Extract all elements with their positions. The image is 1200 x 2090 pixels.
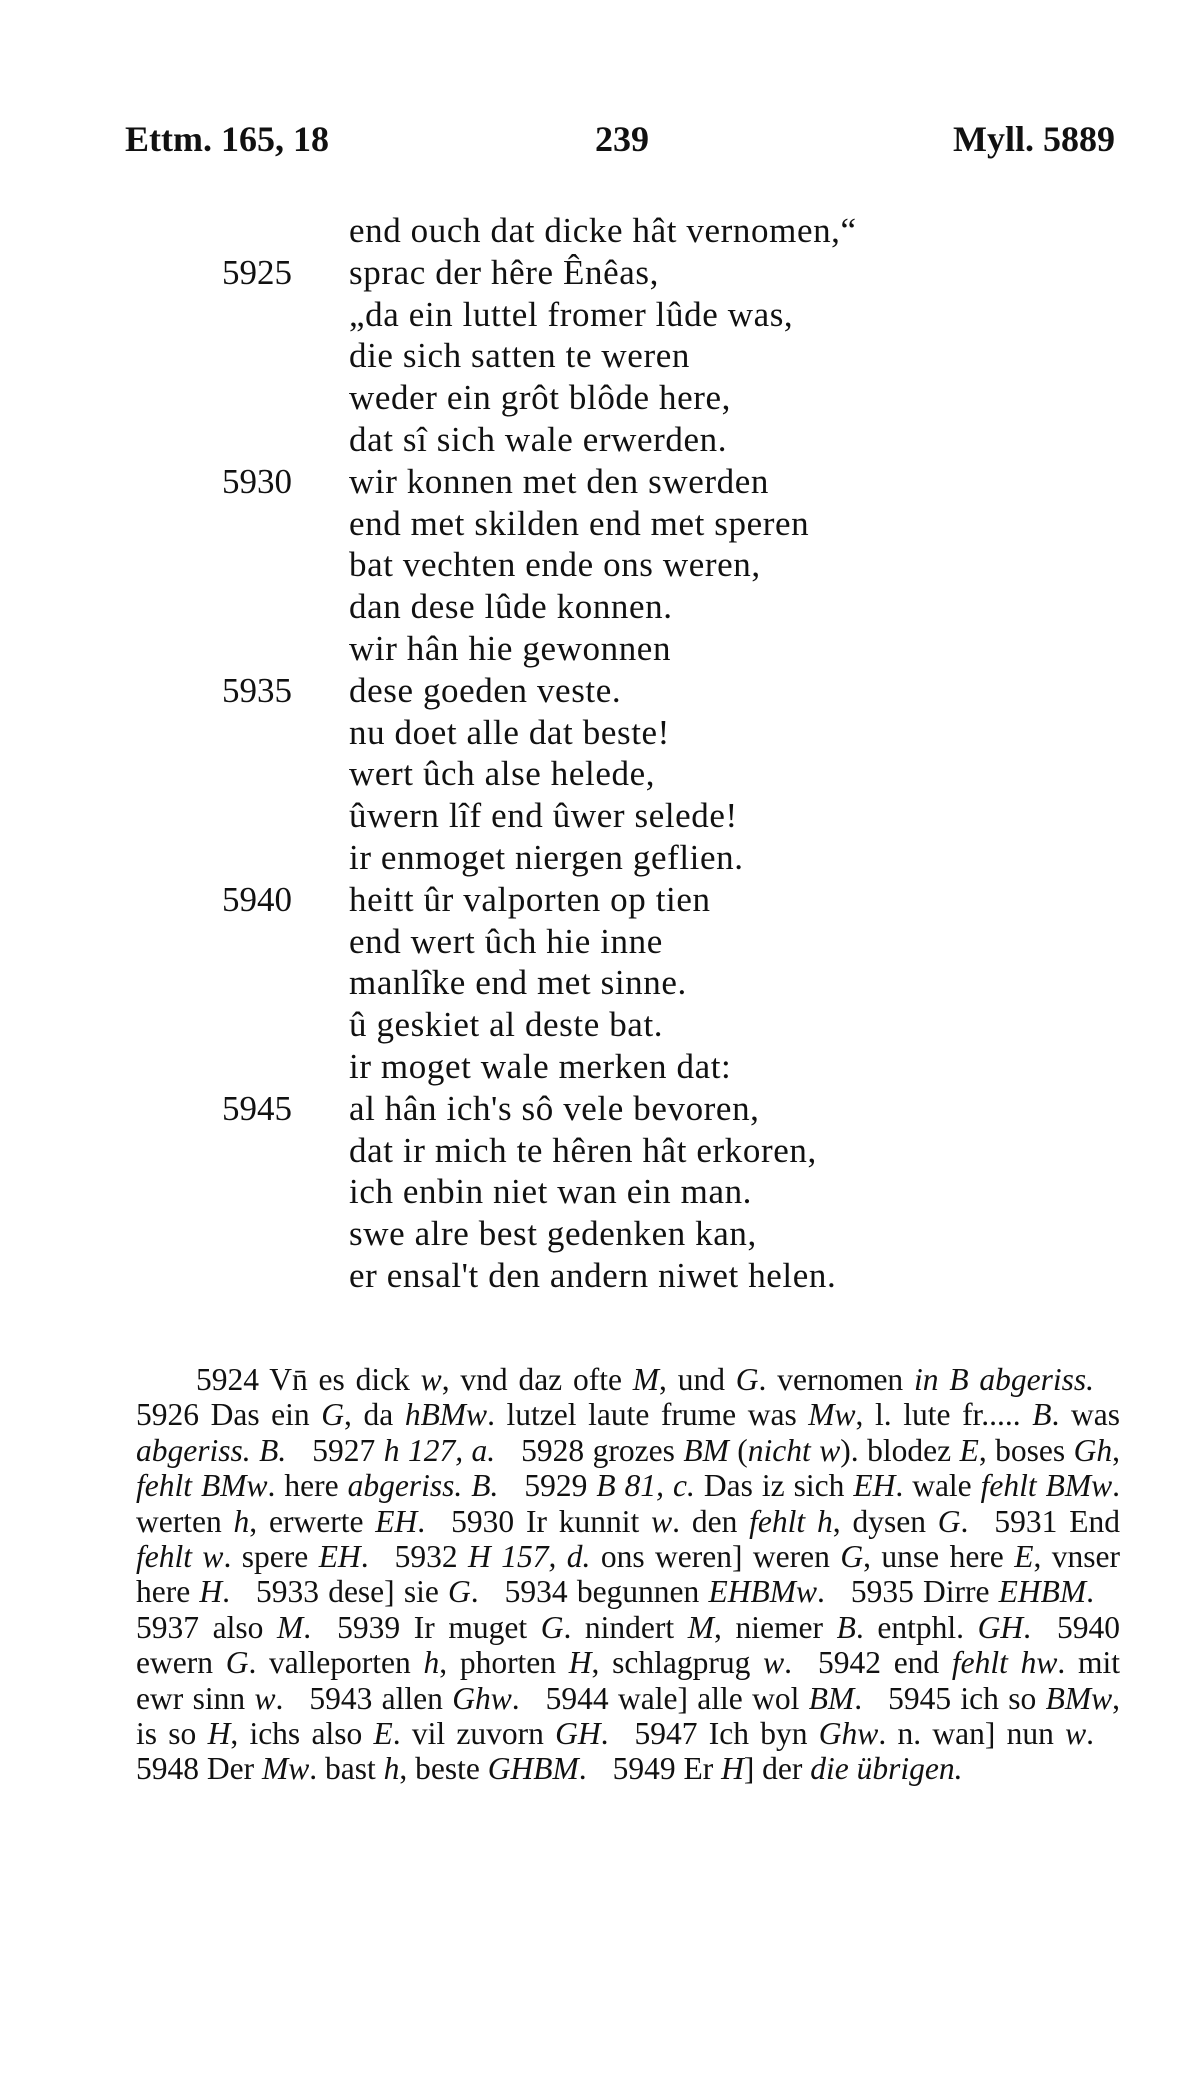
verse-line-text: end met skilden end met speren [349,503,810,543]
verse-line-text: û geskiet al deste bat. [349,1005,664,1045]
verse-line-text: heitt ûr valporten op tien [349,879,711,919]
verse-line [0,795,1200,837]
page-number: 239 [595,119,649,159]
note-5932: 5932 H 157, d. ons weren] weren G, unse here E, vnser here H. [136,1539,1121,1610]
running-header [125,118,1115,164]
verse-text [0,210,1200,1297]
verse-line-text: sprac der hêre Ênêas, [349,252,659,292]
verse-line-text: die sich satten te weren [349,336,690,376]
verse-line-text: er ensal't den andern niwet helen. [349,1255,837,1295]
verse-line [0,753,1200,795]
note-5933: 5933 dese] sie G. [256,1574,479,1610]
note-5937: 5937 also M. [136,1609,312,1645]
verse-line [0,294,1200,336]
note-5944: 5944 wale] alle wol BM. [545,1680,863,1716]
verse-line-text: manlîke end met sinne. [349,963,687,1003]
header-left-reference: Ettm. 165, 18 [125,119,329,159]
verse-line [0,377,1200,419]
verse-line-text: wert ûch alse helede, [349,754,656,794]
note-5940: 5940 ewern G. valleporten h, phorten H, schlagprug w. [136,1609,1120,1681]
verse-line-text: dat ir mich te hêren hât erkoren, [349,1130,817,1170]
verse-line [0,837,1200,879]
verse-line [0,1088,1200,1130]
line-number: 5930 [222,461,292,501]
note-5943: 5943 allen Ghw. [309,1680,520,1716]
verse-line-text: swe alre best gedenken kan, [349,1214,757,1254]
verse-line-text: bat vechten ende ons weren, [349,545,761,585]
line-number: 5935 [222,670,292,710]
verse-line-text: ich enbin niet wan ein man. [349,1172,753,1212]
verse-line [0,1130,1200,1172]
note-5949: 5949 Er H] der die übrigen. [612,1751,963,1787]
verse-line [0,628,1200,670]
note-5929: 5929 B 81, c. Das iz sich EH. wale fehlt BMw. werten h, erwerte EH. [136,1468,1121,1539]
verse-line-text: wir konnen met den swerden [349,461,769,501]
note-5930: 5930 Ir kunnit w. den fehlt h, dysen G. [451,1503,969,1539]
header-right-reference: Myll. 5889 [953,119,1115,159]
note-5935: 5935 Dirre EHBM. [850,1574,1095,1610]
verse-line [0,1255,1200,1297]
verse-line-text: wir hân hie gewonnen [349,628,672,668]
verse-line-text: end wert ûch hie inne [349,921,663,961]
note-5926: 5926 Das ein G, da hBMw. lutzel laute frume was Mw, l. lute fr..... B. was abgeriss. B. [136,1397,1120,1468]
verse-line-text: al hân ich's sô vele bevoren, [349,1088,760,1128]
note-5927: 5927 h 127, a. [312,1432,496,1468]
verse-line-text: dan dese lûde konnen. [349,587,673,627]
verse-line [0,461,1200,503]
note-5939: 5939 Ir muget G. nindert M, niemer B. entphl. GH. [337,1609,1031,1645]
verse-line [0,1171,1200,1213]
verse-line [0,252,1200,294]
note-5931: 5931 End fehlt w. spere EH. [136,1503,1120,1575]
verse-line [0,1046,1200,1088]
verse-line [0,503,1200,545]
verse-line-text: weder ein grôt blôde here, [349,378,731,418]
note-5945: 5945 ich so BMw, is so H, ichs also E. vil zuvorn GH. [136,1680,1120,1752]
line-number: 5925 [222,252,292,292]
verse-line [0,419,1200,461]
verse-line-text: dese goeden veste. [349,670,622,710]
verse-line [0,921,1200,963]
verse-line-text: end ouch dat dicke hât vernomen,“ [349,211,857,250]
verse-line-text: ûwern lîf end ûwer selede! [349,796,738,836]
verse-line [0,586,1200,628]
verse-line [0,1004,1200,1046]
verse-line-text: ir enmoget niergen geflien. [349,837,744,877]
verse-line [0,670,1200,712]
critical-apparatus [136,1362,1120,1787]
note-5934: 5934 begunnen EHBMw. [504,1574,825,1610]
note-5928: 5928 grozes BM (nicht w). blodez E, boses Gh, fehlt BMw. here abgeriss. B. [136,1432,1121,1504]
verse-line [0,210,1200,252]
verse-line [0,712,1200,754]
verse-line [0,879,1200,921]
apparatus-paragraph [136,1362,1120,1787]
note-5948: 5948 Der Mw. bast h, beste GHBM. [136,1751,587,1787]
line-number: 5940 [222,879,292,919]
note-5947: 5947 Ich byn Ghw. n. wan] nun w. [634,1716,1094,1752]
line-number: 5945 [222,1088,292,1128]
verse-line-text: ir moget wale merken dat: [349,1046,732,1086]
verse-line-text: dat sî sich wale erwerden. [349,419,728,459]
note-5924: 5924 Vn̄ es dick w, vnd daz ofte M, und G. vernomen in B abgeriss. [196,1362,1095,1397]
verse-line [0,335,1200,377]
verse-line [0,1213,1200,1255]
note-5942: 5942 end fehlt hw. mit ewr sinn w. [136,1645,1120,1716]
verse-line-text: nu doet alle dat beste! [349,712,670,752]
verse-line-text: „da ein luttel fromer lûde was, [349,294,794,334]
verse-line [0,962,1200,1004]
verse-line [0,544,1200,586]
